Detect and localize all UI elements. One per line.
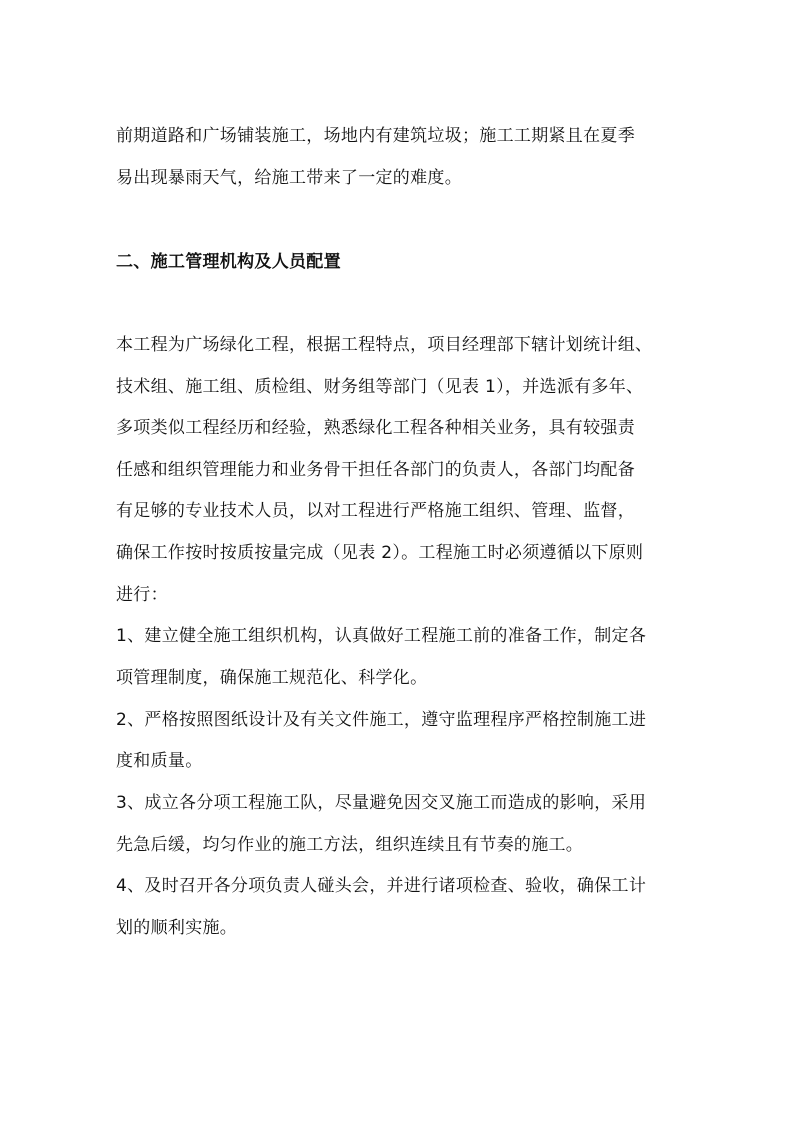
- intro-line-2: 易出现暴雨天气，给施工带来了一定的难度。: [116, 168, 462, 188]
- principle-line-5: 3、成立各分项工程施工队，尽量避免因交叉施工而造成的影响，采用: [116, 793, 647, 813]
- body-line-6: 确保工作按时按质按量完成（见表 2）。工程施工时必须遵循以下原则: [116, 543, 644, 563]
- principle-line-7: 4、及时召开各分项负责人碰头会，并进行诸项检查、验收，确保工计: [116, 876, 647, 896]
- body-line-3: 多项类似工程经历和经验，熟悉绿化工程各种相关业务，具有较强责: [116, 418, 635, 438]
- principle-line-3: 2、严格按照图纸设计及有关文件施工，遵守监理程序严格控制施工进: [116, 710, 647, 730]
- principle-line-2: 项管理制度，确保施工规范化、科学化。: [116, 668, 428, 688]
- principle-line-8: 划的顺利实施。: [116, 918, 238, 938]
- body-line-4: 任感和组织管理能力和业务骨干担任各部门的负责人，各部门均配备: [116, 460, 635, 480]
- body-line-5: 有足够的专业技术人员，以对工程进行严格施工组织、管理、监督，: [116, 501, 635, 521]
- principle-line-4: 度和质量。: [116, 751, 203, 771]
- body-line-2: 技术组、施工组、质检组、财务组等部门（见表 1），并选派有多年、: [116, 377, 644, 397]
- section-heading: 二、施工管理机构及人员配置: [116, 252, 341, 272]
- principle-line-1: 1、建立健全施工组织机构，认真做好工程施工前的准备工作，制定各: [116, 626, 647, 646]
- body-line-7: 进行：: [116, 585, 168, 605]
- body-line-1: 本工程为广场绿化工程，根据工程特点，项目经理部下辖计划统计组、: [116, 335, 653, 355]
- intro-line-1: 前期道路和广场铺装施工，场地内有建筑垃圾；施工工期紧且在夏季: [116, 126, 635, 146]
- principle-line-6: 先急后缓，均匀作业的施工方法，组织连续且有节奏的施工。: [116, 835, 584, 855]
